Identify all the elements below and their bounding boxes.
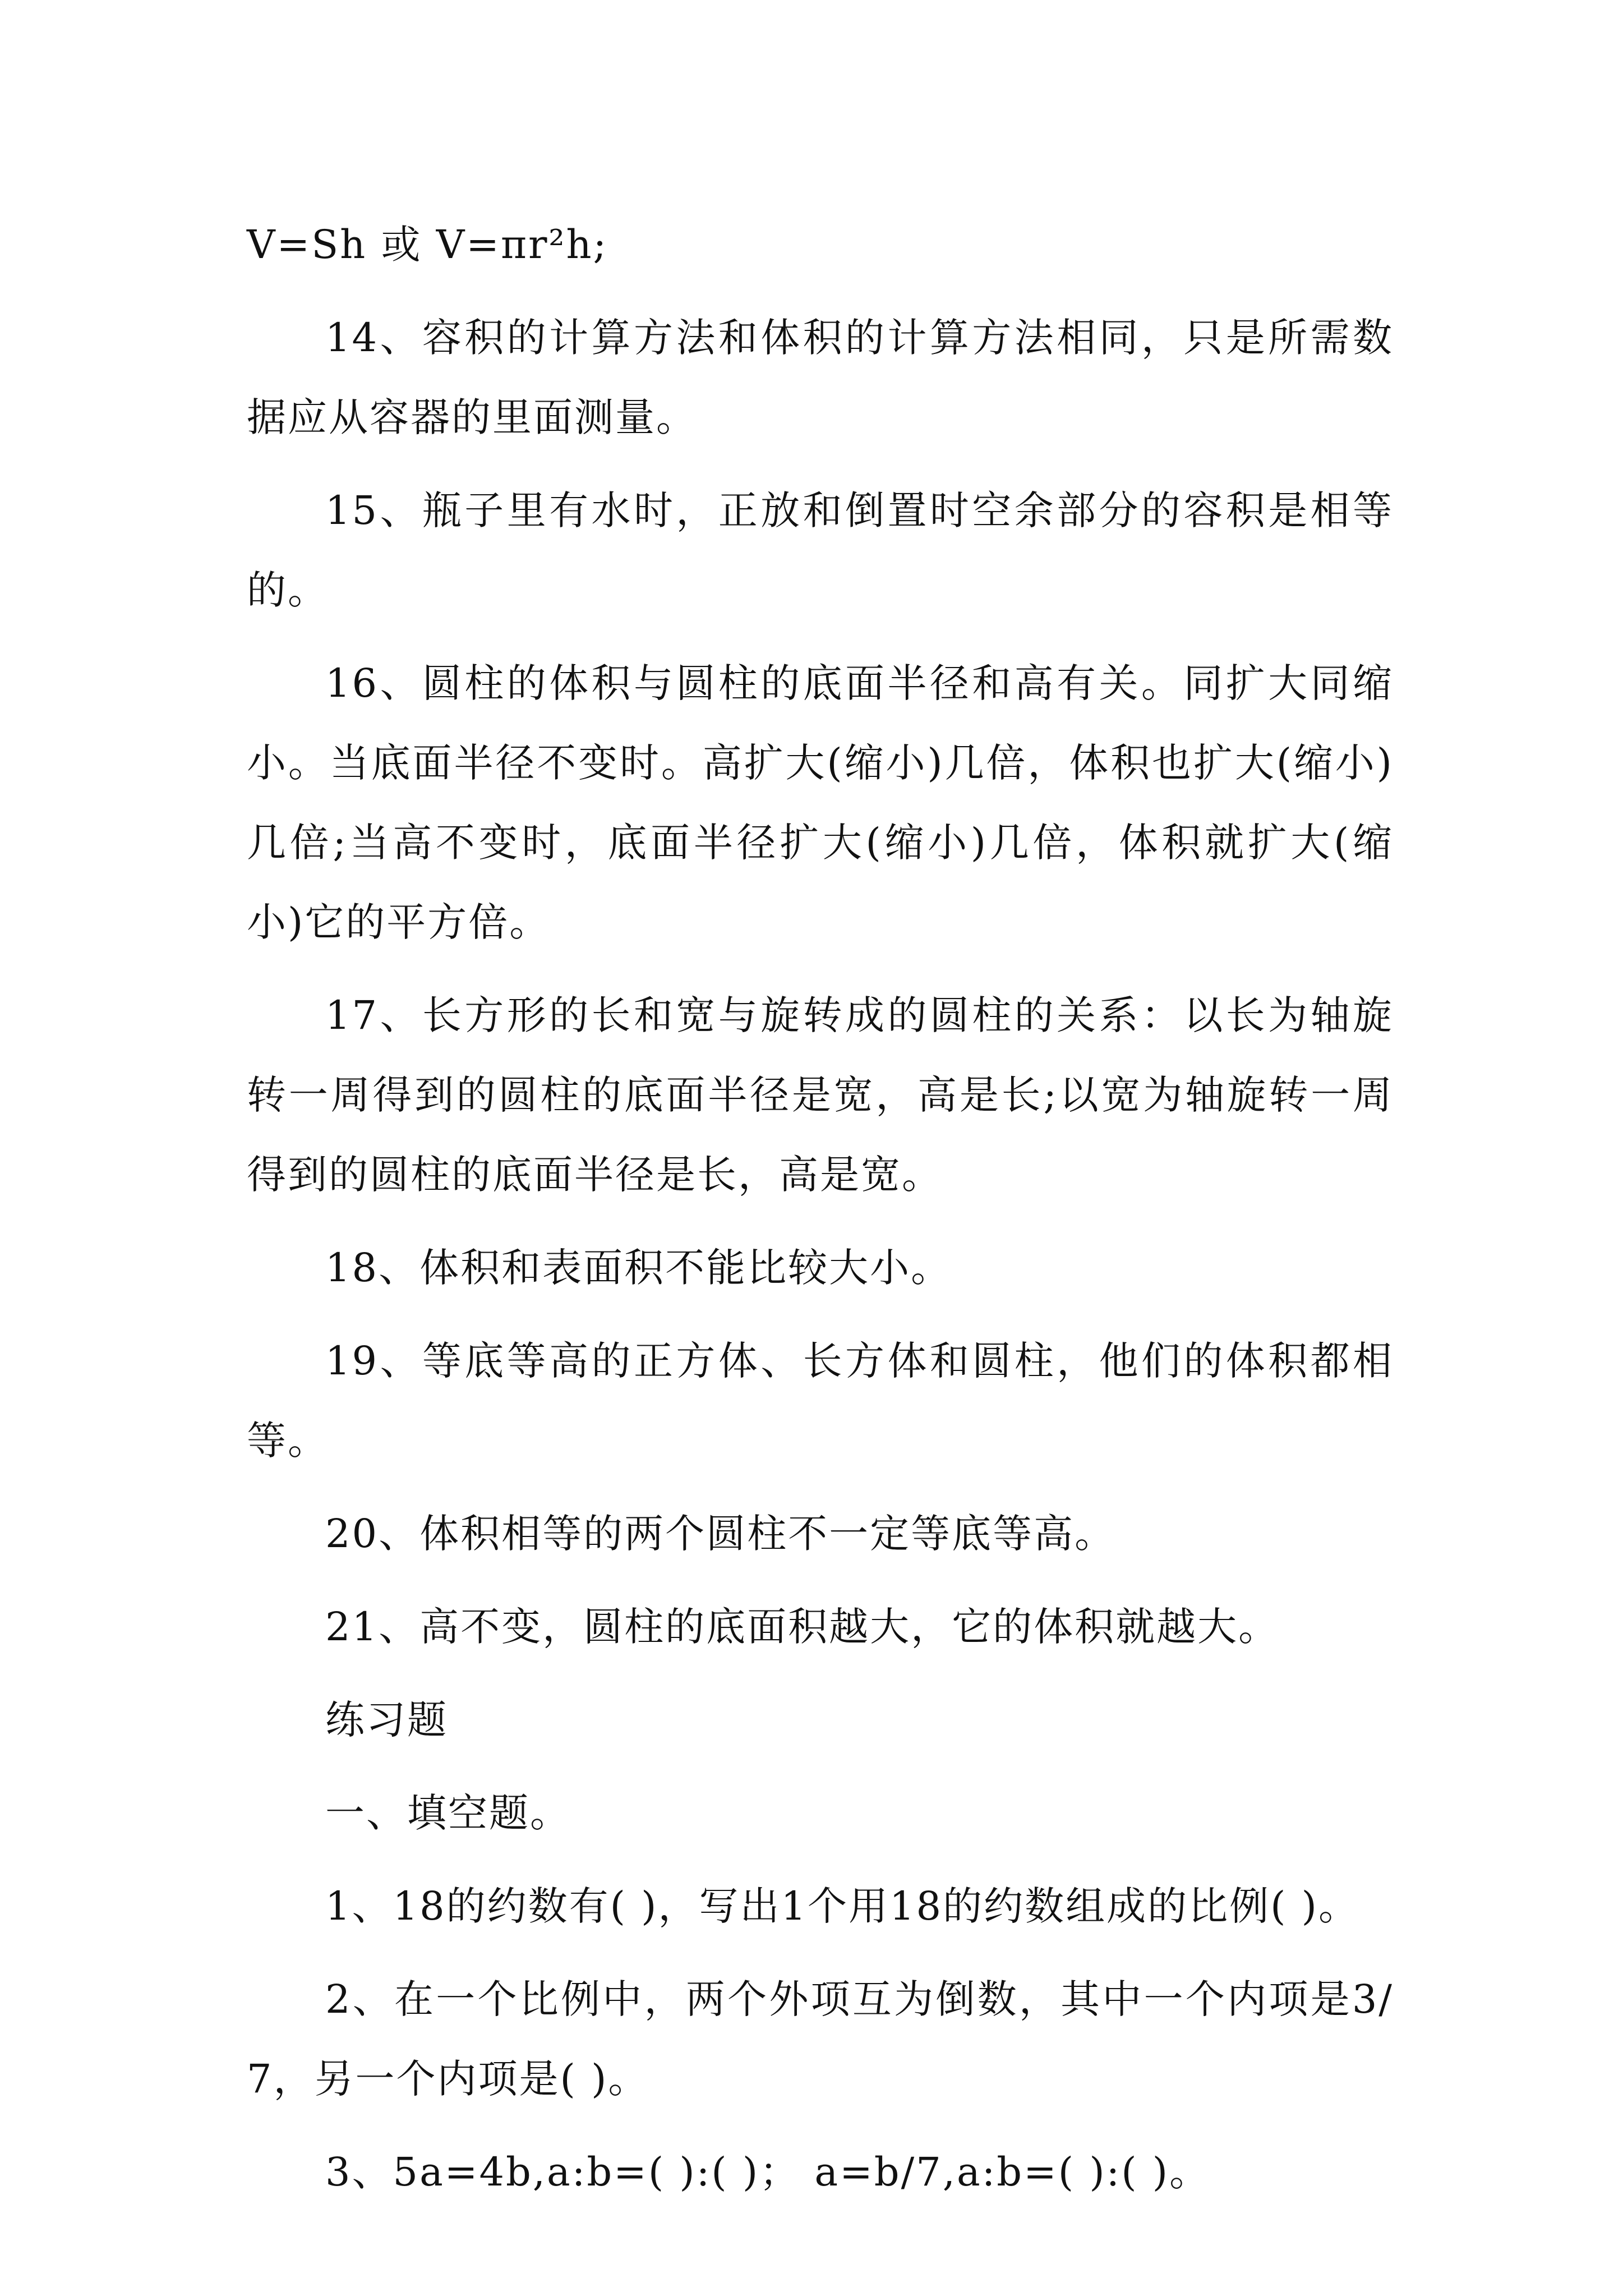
item-19: 19、等底等高的正方体、长方体和圆柱，他们的体积都相等。 <box>247 1338 1394 1464</box>
formula-line: V=Sh 或 V=πr²h; <box>247 222 608 268</box>
page-body <box>247 205 1394 2225</box>
question-1: 1、18的约数有( )，写出1个用18的约数组成的比例( )。 <box>325 1883 1359 1929</box>
section-heading-exercises: 练习题 <box>325 1697 448 1743</box>
item-18: 18、体积和表面积不能比较大小。 <box>325 1245 952 1291</box>
item-17: 17、长方形的长和宽与旋转成的圆柱的关系：以长为轴旋转一周得到的圆柱的底面半径是宽，高是长;以宽为轴旋转一周得到的圆柱的底面半径是长，高是宽。 <box>247 992 1394 1198</box>
item-16: 16、圆柱的体积与圆柱的底面半径和高有关。同扩大同缩小。当底面半径不变时。高扩大(缩小)几倍，体积也扩大(缩小)几倍;当高不变时，底面半径扩大(缩小)几倍，体积就扩大(缩小)它的平方倍。 <box>247 660 1394 945</box>
question-3: 3、5a=4b,a:b=( ):( )； a=b/7,a:b=( ):( )。 <box>325 2149 1211 2195</box>
subsection-heading-fill-blanks: 一、填空题。 <box>325 1790 571 1836</box>
question-2: 2、在一个比例中，两个外项互为倒数，其中一个内项是3/7，另一个内项是( )。 <box>247 1976 1394 2102</box>
item-20: 20、体积相等的两个圆柱不一定等底等高。 <box>325 1511 1116 1557</box>
item-15: 15、瓶子里有水时，正放和倒置时空余部分的容积是相等的。 <box>247 487 1394 613</box>
item-14: 14、容积的计算方法和体积的计算方法相同，只是所需数据应从容器的里面测量。 <box>247 315 1394 440</box>
item-21: 21、高不变，圆柱的底面积越大，它的体积就越大。 <box>325 1604 1280 1650</box>
